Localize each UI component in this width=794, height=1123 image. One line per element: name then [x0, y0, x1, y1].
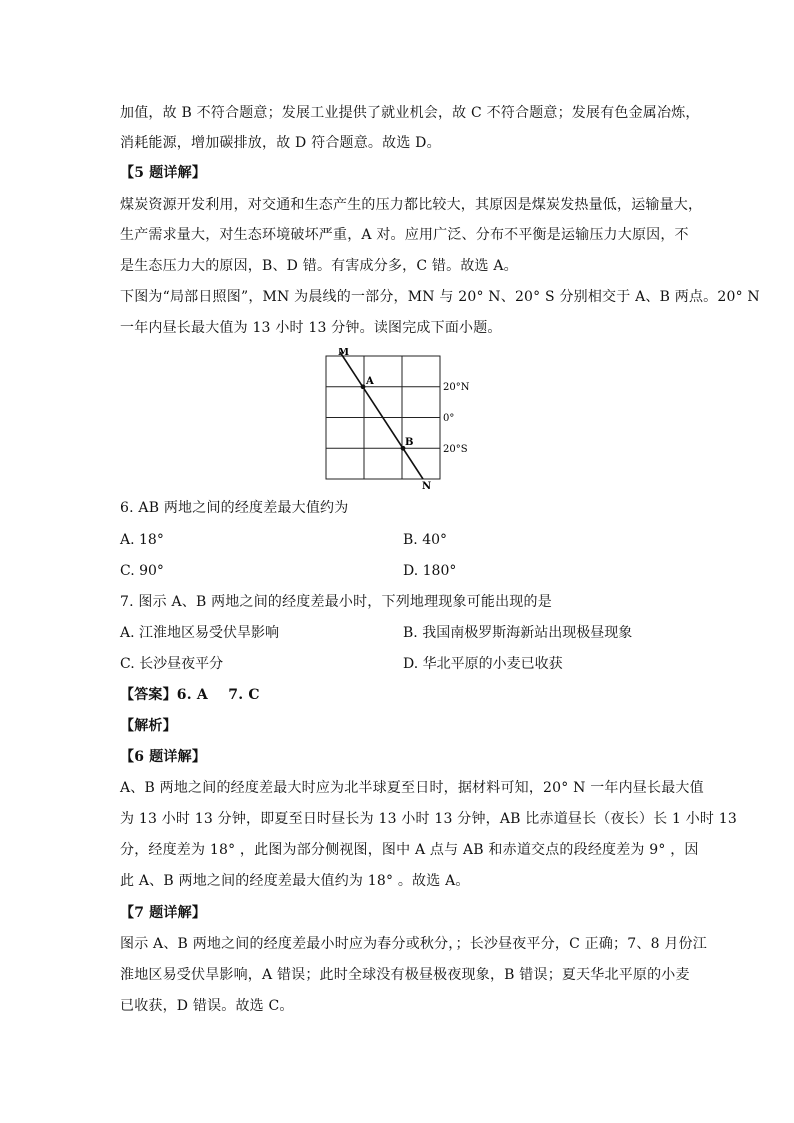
section-heading-q5: 【5 题详解】	[120, 165, 207, 181]
text-line: 此 A、B 两地之间的经度差最大值约为 18° 。故选 A。	[120, 873, 470, 889]
text-line: 是生态压力大的原因，B、D 错。有害成分多，C 错。故选 A。	[120, 258, 518, 274]
text-line: 加值，故 B 不符合题意；发展工业提供了就业机会，故 C 不符合题意；发展有色金属冶炼，	[120, 105, 700, 121]
question-7-option-b: B. 我国南极罗斯海新站出现极昼现象	[403, 625, 633, 641]
section-heading-q6: 【6 题详解】	[120, 749, 207, 765]
label-20s: 20°S	[443, 444, 468, 455]
label-b: B	[405, 437, 414, 448]
text-line: 下图为“局部日照图”，MN 为晨线的一部分，MN 与 20° N、20° S 分别相交于 A、B 两点。20° N	[120, 289, 760, 305]
label-m: M	[338, 348, 350, 358]
question-7-stem: 7. 图示 A、B 两地之间的经度差最小时，下列地理现象可能出现的是	[120, 594, 552, 610]
text-line: 一年内昼长最大值为 13 小时 13 分钟。读图完成下面小题。	[120, 320, 502, 336]
section-heading-q7: 【7 题详解】	[120, 905, 207, 921]
question-7-option-c: C. 长沙昼夜平分	[120, 656, 224, 672]
label-a: A	[366, 376, 374, 387]
label-n: N	[422, 481, 432, 490]
text-line: 为 13 小时 13 分钟，即夏至日时昼长为 13 小时 13 分钟，AB 比赤道昼长（夜长）长 1 小时 13	[120, 811, 737, 827]
answer-line: 【答案】6. A 7. C	[120, 687, 260, 703]
question-6-option-c: C. 90°	[120, 563, 164, 579]
text-line: 煤炭资源开发利用，对交通和生态产生的压力都比较大，其原因是煤炭发热量低，运输量大，	[120, 197, 703, 213]
question-7-option-a: A. 江淮地区易受伏旱影响	[120, 625, 280, 641]
question-6-stem: 6. AB 两地之间的经度差最大值约为	[120, 500, 349, 516]
sunlight-diagram	[320, 348, 480, 490]
terminator-line-mn	[340, 352, 423, 479]
text-line: 已收获，D 错误。故选 C。	[120, 998, 294, 1014]
label-equator: 0°	[443, 413, 455, 424]
text-line: 图示 A、B 两地之间的经度差最小时应为春分或秋分，；长沙昼夜平分，C 正确；7、8 月份江	[120, 936, 707, 952]
text-line: A、B 两地之间的经度差最大时应为北半球夏至日时，据材料可知，20° N 一年内昼长最大值	[120, 780, 704, 796]
point-a-dot	[361, 384, 366, 389]
question-7-option-d: D. 华北平原的小麦已收获	[403, 656, 563, 672]
text-line: 生产需求量大，对生态环境破坏严重，A 对。应用广泛、分布不平衡是运输压力大原因，不	[120, 227, 689, 243]
question-6-option-b: B. 40°	[403, 532, 448, 548]
text-line: 消耗能源，增加碳排放，故 D 符合题意。故选 D。	[120, 135, 441, 151]
analysis-heading: 【解析】	[120, 718, 177, 734]
question-6-option-d: D. 180°	[403, 563, 457, 579]
text-line: 淮地区易受伏旱影响，A 错误；此时全球没有极昼极夜现象，B 错误；夏天华北平原的小麦	[120, 967, 690, 983]
label-20n: 20°N	[443, 382, 470, 393]
question-6-option-a: A. 18°	[120, 532, 164, 548]
text-line: 分，经度差为 18° ，此图为部分侧视图，图中 A 点与 AB 和赤道交点的段经度差为 9° ，因	[120, 842, 699, 858]
